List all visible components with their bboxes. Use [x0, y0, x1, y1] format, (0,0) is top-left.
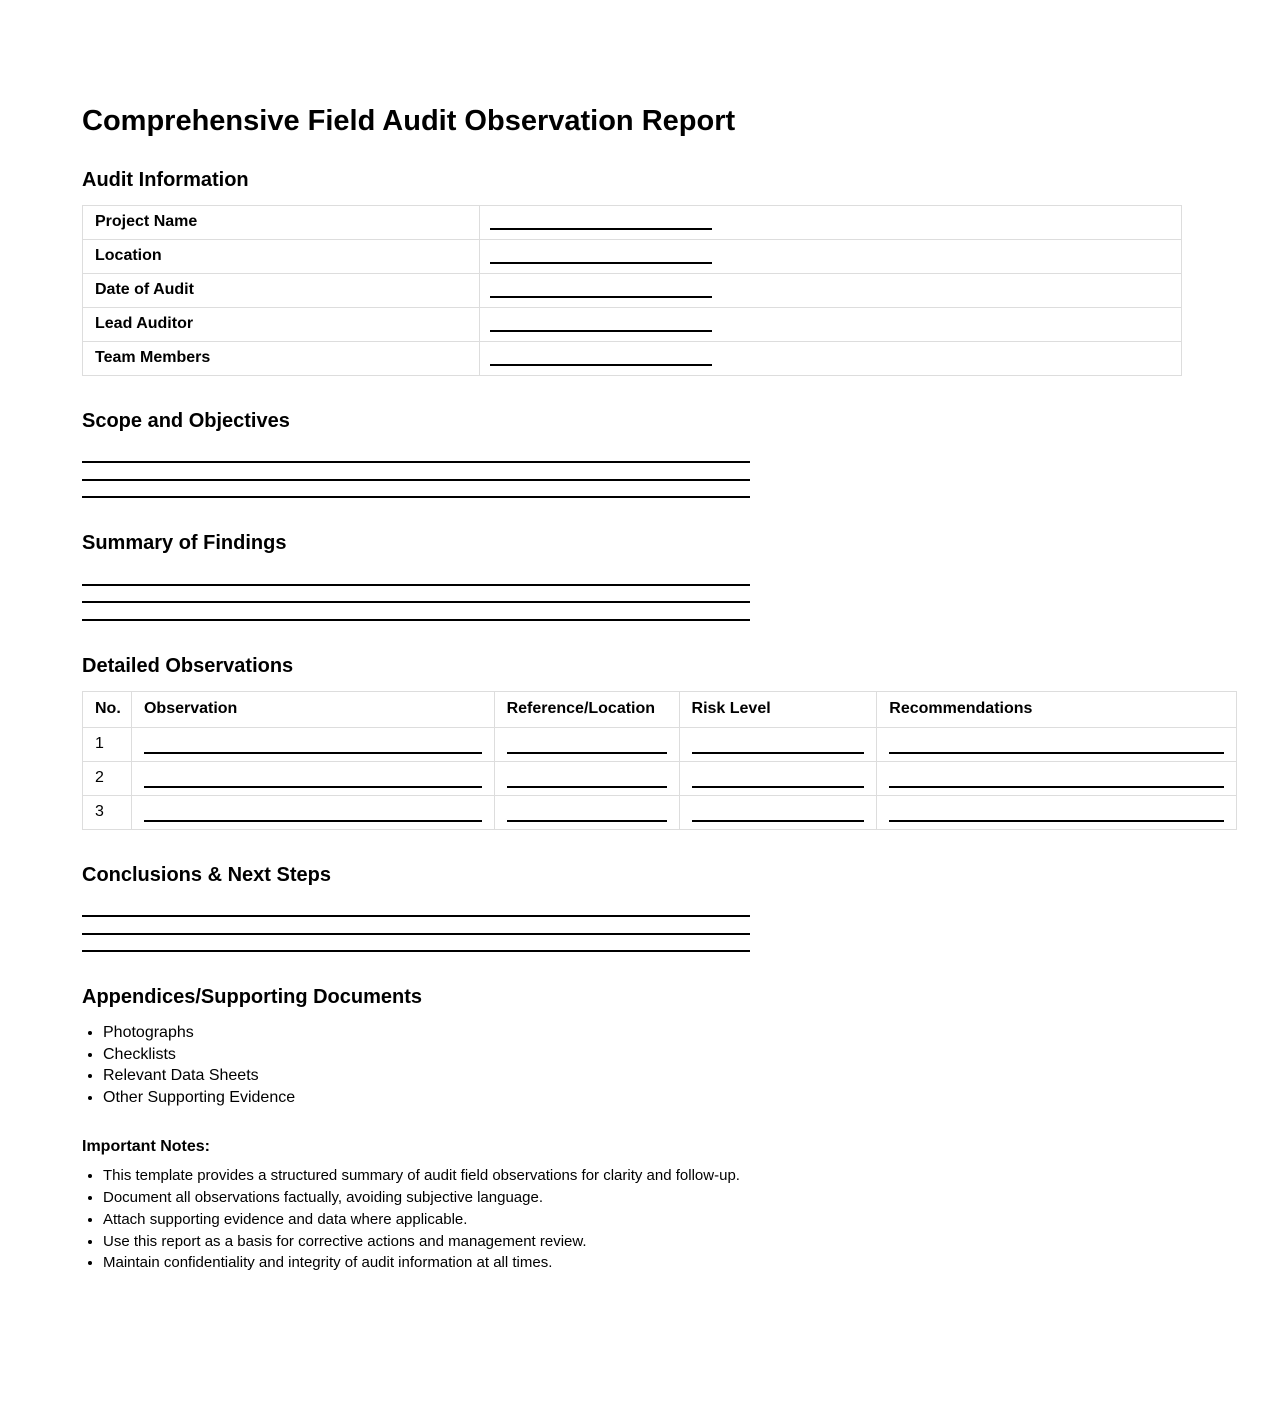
document-content [82, 104, 1237, 1304]
column-header-no: No. [83, 691, 132, 727]
blank-field [692, 728, 865, 754]
risk-level-cell [679, 727, 877, 761]
writing-lines-conclusions [82, 900, 750, 953]
table-row [83, 761, 1237, 795]
blank-field [692, 762, 865, 788]
reference-location-cell [494, 727, 679, 761]
list-item: • Other Supporting Evidence [103, 1087, 1237, 1109]
column-header-reference-location: Reference/Location [494, 691, 679, 727]
blank-field [490, 207, 712, 230]
blank-field [490, 241, 712, 264]
reference-location-cell [494, 795, 679, 829]
table-row [83, 273, 1182, 307]
writing-lines-scope [82, 446, 750, 499]
section-heading-conclusions-next-steps: Conclusions & Next Steps [82, 863, 331, 886]
audit-information-table [82, 205, 1182, 376]
blank-field [889, 796, 1224, 822]
table-row [83, 307, 1182, 341]
blank-line [82, 481, 750, 499]
list-item: • Document all observations factually, avoiding subjective language. [103, 1187, 1237, 1209]
blank-field [144, 796, 482, 822]
field-label-date-of-audit: Date of Audit [83, 273, 480, 307]
list-item: • Attach supporting evidence and data where applicable. [103, 1209, 1237, 1231]
list-item: • Maintain confidentiality and integrity of audit information at all times. [103, 1252, 1237, 1274]
row-number: 1 [83, 727, 132, 761]
risk-level-cell [679, 795, 877, 829]
risk-level-cell [679, 761, 877, 795]
appendices-list [82, 1022, 1237, 1108]
section-heading-detailed-observations: Detailed Observations [82, 654, 294, 677]
section-heading-scope-and-objectives: Scope and Objectives [82, 409, 290, 432]
detailed-observations-table [82, 691, 1237, 830]
blank-field [144, 762, 482, 788]
list-item: • Photographs [103, 1022, 1237, 1044]
blank-line [82, 935, 750, 953]
observation-cell [131, 761, 494, 795]
table-row [83, 341, 1182, 375]
column-header-risk-level: Risk Level [679, 691, 877, 727]
observation-cell [131, 795, 494, 829]
field-value-cell [480, 239, 1182, 273]
recommendations-cell [877, 761, 1237, 795]
list-item: • Use this report as a basis for corrective actions and management review. [103, 1231, 1237, 1253]
section-heading-summary-of-findings: Summary of Findings [82, 532, 287, 555]
observation-cell [131, 727, 494, 761]
table-row [83, 205, 1182, 239]
blank-line [82, 463, 750, 481]
blank-field [507, 728, 667, 754]
section-heading-important-notes: Important Notes: [82, 1137, 210, 1155]
blank-field [490, 309, 712, 332]
table-row [83, 795, 1237, 829]
table-row [83, 727, 1237, 761]
blank-field [889, 762, 1224, 788]
field-label-lead-auditor: Lead Auditor [83, 307, 480, 341]
blank-line [82, 603, 750, 621]
row-number: 3 [83, 795, 132, 829]
blank-field [490, 275, 712, 298]
blank-field [889, 728, 1224, 754]
column-header-recommendations: Recommendations [877, 691, 1237, 727]
blank-field [692, 796, 865, 822]
table-header-row [83, 691, 1237, 727]
section-heading-audit-information: Audit Information [82, 168, 249, 191]
blank-line [82, 568, 750, 586]
row-number: 2 [83, 761, 132, 795]
important-notes-list [82, 1165, 1237, 1274]
field-value-cell [480, 341, 1182, 375]
blank-line [82, 917, 750, 935]
recommendations-cell [877, 727, 1237, 761]
field-value-cell [480, 307, 1182, 341]
reference-location-cell [494, 761, 679, 795]
blank-line [82, 586, 750, 604]
column-header-observation: Observation [131, 691, 494, 727]
list-item: • Relevant Data Sheets [103, 1065, 1237, 1087]
table-row [83, 239, 1182, 273]
section-heading-appendices: Appendices/Supporting Documents [82, 986, 423, 1009]
blank-field [507, 762, 667, 788]
field-label-location: Location [83, 239, 480, 273]
document-title: Comprehensive Field Audit Observation Report [82, 105, 736, 137]
recommendations-cell [877, 795, 1237, 829]
field-label-team-members: Team Members [83, 341, 480, 375]
field-label-project-name: Project Name [83, 205, 480, 239]
blank-line [82, 900, 750, 918]
blank-field [507, 796, 667, 822]
blank-field [144, 728, 482, 754]
blank-field [490, 343, 712, 366]
field-value-cell [480, 273, 1182, 307]
list-item: • This template provides a structured summary of audit field observations for clarity and follow-up. [103, 1165, 1237, 1187]
list-item: • Checklists [103, 1044, 1237, 1066]
writing-lines-summary [82, 568, 750, 621]
field-value-cell [480, 205, 1182, 239]
blank-line [82, 446, 750, 464]
